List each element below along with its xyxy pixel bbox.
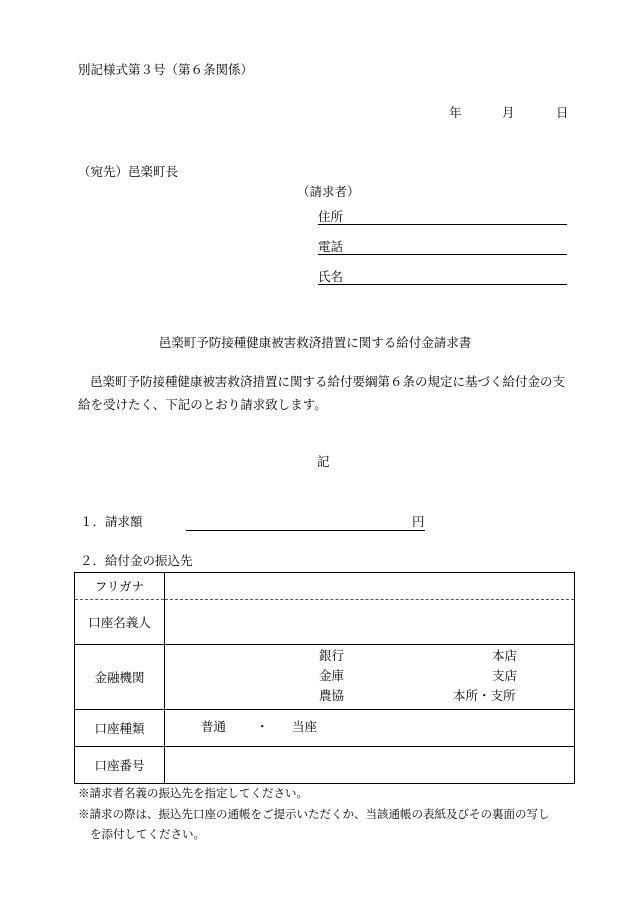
branch-type-office: 本所・支所 [453, 688, 516, 703]
account-type-field [165, 710, 575, 747]
name-label: 氏名 [318, 269, 344, 284]
claimant-title: （請求者） [297, 184, 360, 199]
addressee: （宛先）邑楽町長 [78, 164, 179, 179]
furigana-label: フリガナ [75, 573, 165, 600]
bank-type-nokyo: 農協 [319, 688, 345, 703]
note-2: ※請求の際は、振込先口座の通帳をご提示いただくか、当該通帳の表紙及びその裏面の写し [78, 807, 550, 821]
furigana-field[interactable] [165, 573, 575, 600]
account-holder-label: 口座名義人 [75, 600, 165, 645]
account-number-label: 口座番号 [75, 747, 165, 784]
claim-amount-label: １．請求額 [80, 514, 143, 529]
branch-type-branch: 支店 [492, 668, 518, 683]
date-month-label: 月 [502, 105, 515, 120]
date-day-label: 日 [556, 105, 569, 120]
account-number-row [75, 747, 575, 784]
account-type-ordinary[interactable]: 普通 [201, 719, 227, 734]
account-type-separator: ・ [256, 719, 269, 734]
furigana-row [75, 573, 575, 600]
branch-type-head: 本店 [492, 648, 518, 663]
address-label: 住所 [318, 209, 344, 224]
yen-unit: 円 [412, 514, 425, 529]
bank-row [75, 645, 575, 710]
note-1: ※請求者名義の振込先を指定してください。 [78, 786, 308, 800]
bank-field[interactable] [165, 645, 575, 710]
name-line[interactable] [318, 284, 567, 285]
account-type-label: 口座種類 [75, 710, 165, 747]
account-holder-field[interactable] [165, 600, 575, 645]
phone-label: 電話 [318, 239, 344, 254]
bank-type-bank: 銀行 [319, 648, 345, 663]
phone-line[interactable] [318, 254, 567, 255]
account-holder-row [75, 600, 575, 645]
ki-heading: 記 [317, 454, 330, 469]
document-title: 邑楽町予防接種健康被害救済措置に関する給付金請求書 [158, 335, 472, 350]
account-number-field[interactable] [165, 747, 575, 784]
account-type-current[interactable]: 当座 [292, 719, 318, 734]
account-type-row [75, 710, 575, 747]
account-table [74, 572, 575, 784]
form-number: 別記様式第３号（第６条関係） [78, 62, 254, 77]
claim-amount-line[interactable] [186, 530, 425, 531]
body-text: 邑楽町予防接種健康被害救済措置に関する給付要綱第６条の規定に基づく給付金の支給を受けたく、下記のとおり請求致します。 [78, 374, 566, 412]
note-3: を添付してください。 [90, 827, 205, 841]
bank-type-kinko: 金庫 [319, 668, 345, 683]
date-year-label: 年 [449, 105, 462, 120]
address-line[interactable] [318, 224, 567, 225]
bank-label: 金融機関 [75, 645, 165, 710]
transfer-destination-label: ２．給付金の振込先 [80, 553, 193, 568]
